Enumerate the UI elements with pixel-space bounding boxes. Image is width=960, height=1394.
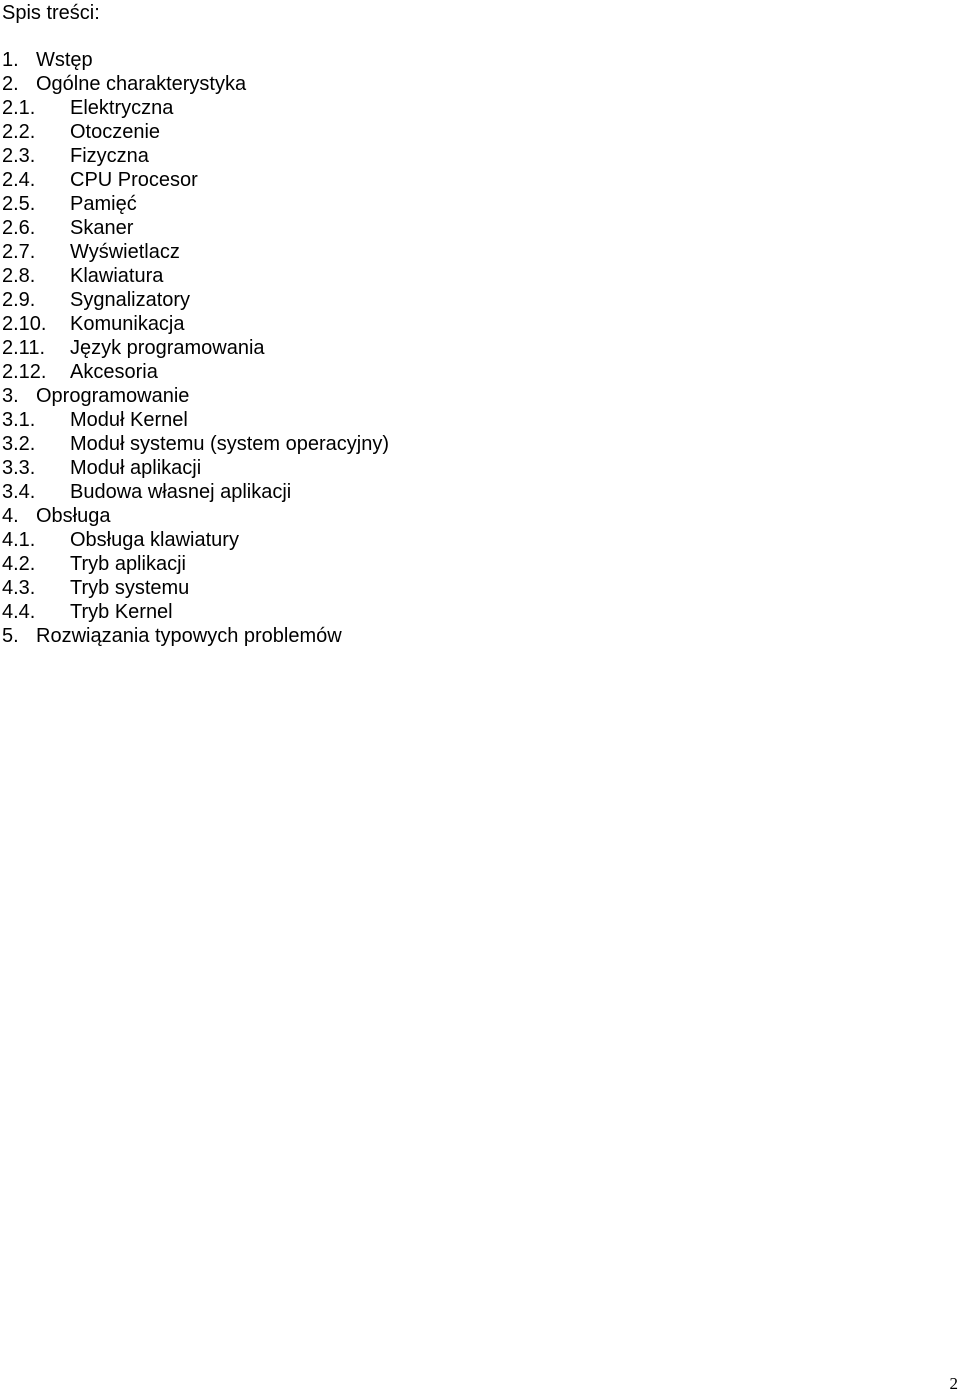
toc-entry-text: Sygnalizatory: [70, 289, 191, 311]
toc-entry-text: Obsługa klawiatury: [70, 529, 239, 551]
toc-entry-number: 2.1.: [2, 97, 36, 119]
toc-entry-number: 5.: [2, 625, 19, 647]
toc-entry-text: Wstęp: [36, 49, 93, 71]
toc-entry-text: Oprogramowanie: [36, 385, 190, 407]
toc-entry-number: 2.4.: [2, 169, 36, 191]
toc-entry-text: Tryb systemu: [70, 577, 190, 599]
toc-entry-number: 2.7.: [2, 241, 36, 263]
toc-entry-number: 2.: [2, 73, 19, 95]
toc-entry-text: Elektryczna: [70, 97, 174, 119]
toc-entry-text: Moduł Kernel: [70, 409, 188, 431]
toc-entry-number: 3.: [2, 385, 19, 407]
toc-entry-number: 4.2.: [2, 553, 36, 575]
toc-entry-number: 2.2.: [2, 121, 36, 143]
toc-entry-text: Wyświetlacz: [70, 241, 180, 263]
toc-entry-text: Moduł aplikacji: [70, 457, 202, 479]
toc-entry-number: 2.3.: [2, 145, 36, 167]
page-number: 2: [949, 1374, 958, 1393]
toc-entry-text: Moduł systemu (system operacyjny): [70, 433, 389, 455]
toc-entry-text: Skaner: [70, 217, 134, 239]
toc-entry-number: 3.1.: [2, 409, 36, 431]
toc-entry-number: 3.2.: [2, 433, 36, 455]
toc-entry-number: 3.4.: [2, 481, 36, 503]
toc-entry-number: 2.11.: [2, 337, 45, 359]
toc-entry-text: Rozwiązania typowych problemów: [36, 625, 342, 647]
toc-title: Spis treści:: [2, 2, 100, 24]
toc-entry-number: 2.8.: [2, 265, 36, 287]
toc-entry-number: 1.: [2, 49, 19, 71]
toc-entry-text: Akcesoria: [70, 361, 158, 383]
toc-entry-number: 4.4.: [2, 601, 36, 623]
toc-entry-number: 2.12.: [2, 361, 47, 383]
toc-entry-text: Obsługa: [36, 505, 111, 527]
toc-entry-number: 4.1.: [2, 529, 36, 551]
toc-entry-text: Tryb Kernel: [70, 601, 173, 623]
toc-entry-text: Klawiatura: [70, 265, 164, 287]
toc-entry-text: Język programowania: [70, 337, 265, 359]
toc-entry-number: 2.10.: [2, 313, 47, 335]
toc-entry-text: Budowa własnej aplikacji: [70, 481, 292, 503]
toc-entry-text: Pamięć: [70, 193, 137, 215]
toc-entry-text: Fizyczna: [70, 145, 149, 167]
toc-entry-number: 2.5.: [2, 193, 36, 215]
toc-entry-number: 4.: [2, 505, 19, 527]
toc-entry-number: 2.9.: [2, 289, 36, 311]
toc-entry-text: CPU Procesor: [70, 169, 198, 191]
toc-entry-number: 4.3.: [2, 577, 36, 599]
toc-entry-text: Komunikacja: [70, 313, 185, 335]
toc-entry-number: 3.3.: [2, 457, 36, 479]
toc-entry-number: 2.6.: [2, 217, 36, 239]
toc-entry-text: Otoczenie: [70, 121, 161, 143]
toc-entry-text: Tryb aplikacji: [70, 553, 186, 575]
toc-entry-text: Ogólne charakterystyka: [36, 73, 247, 95]
